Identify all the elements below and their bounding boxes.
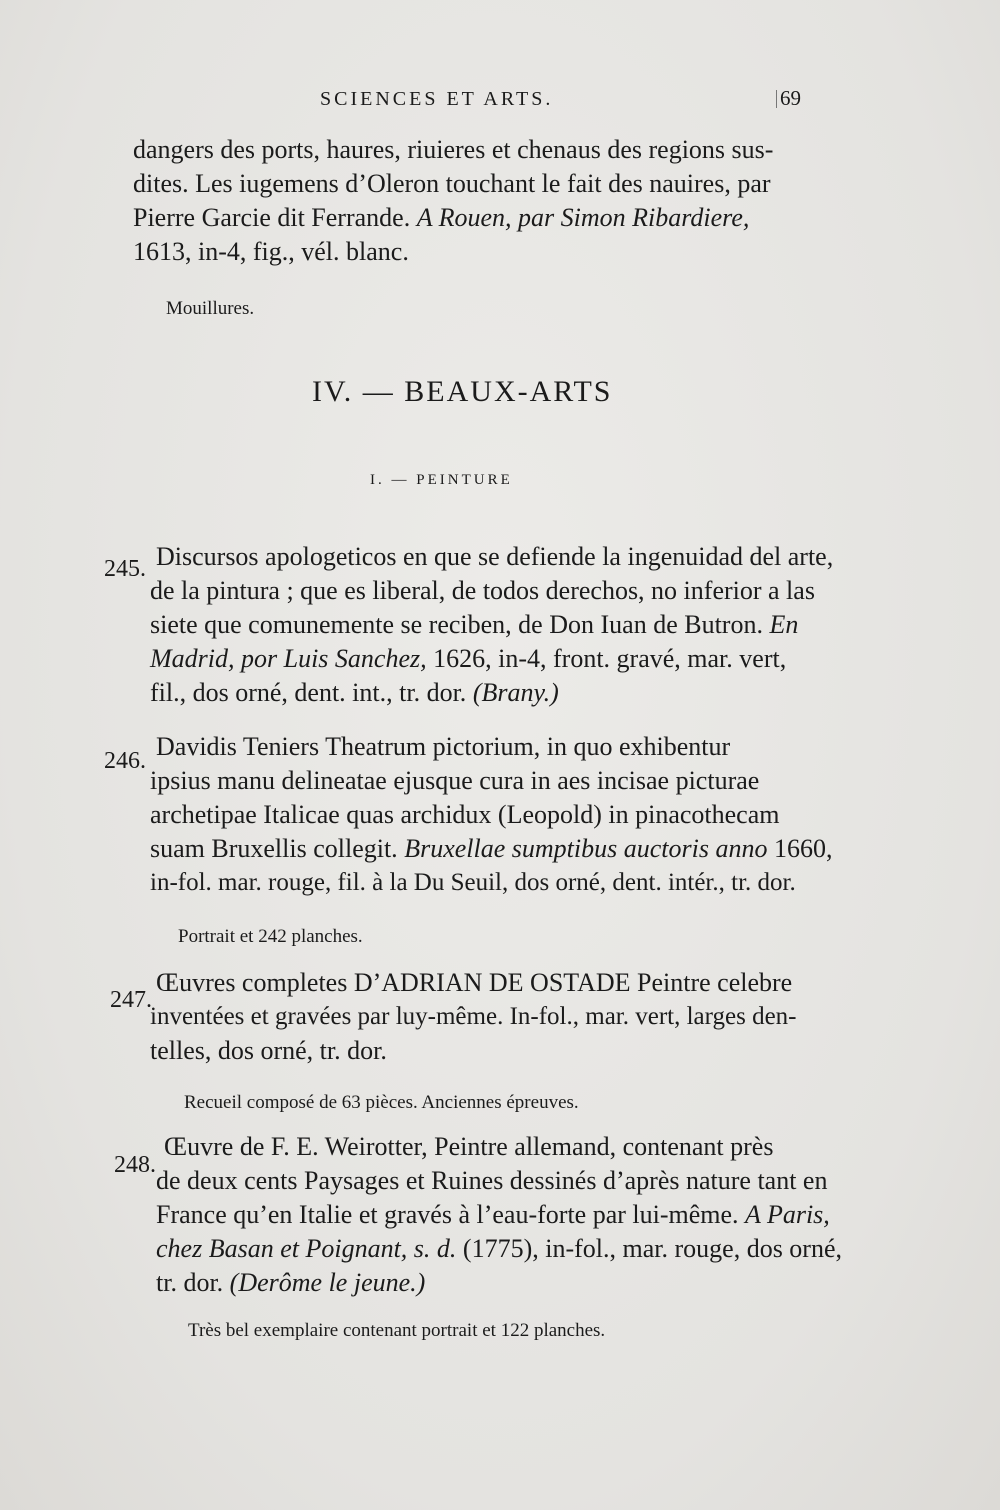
entry-note: Très bel exemplaire contenant portrait et 122 planches.: [188, 1320, 606, 1341]
entry-line: inventées et gravées par luy-même. In-fol., mar. vert, larges den-: [150, 1003, 797, 1030]
entry-line: [150, 642, 820, 676]
entry-number: 247.: [110, 987, 152, 1013]
entry-line: ipsius manu delineatae ejusque cura in aes incisae picturae: [150, 766, 760, 795]
entry-line: Œuvres completes D’ADRIAN DE OSTADE Peintre celebre: [156, 968, 793, 997]
intro-line: dangers des ports, haures, riuieres et chenaus des regions sus-: [133, 135, 774, 164]
running-head-title: SCIENCES ET ARTS.: [320, 88, 554, 110]
section-title: IV. — BEAUX-ARTS: [312, 375, 613, 408]
entry-imprint: Bruxellae sumptibus auctoris anno: [404, 834, 768, 863]
entry-number: 248.: [114, 1152, 156, 1178]
entry-line: de la pintura ; que es liberal, de todos derechos, no inferior a las: [150, 576, 815, 605]
running-head-divider: [776, 90, 777, 108]
entry-note: Portrait et 242 planches.: [178, 926, 363, 947]
entry-line-text: 1660,: [773, 834, 833, 863]
page-number: 69: [780, 86, 801, 110]
entry-binder: (Derôme le jeune.): [229, 1268, 426, 1297]
entry-line-text: France qu’en Italie et gravés à l’eau-forte par lui-même.: [156, 1200, 739, 1229]
intro-line: 1613, in-4, fig., vél. blanc.: [133, 237, 409, 266]
entry-246: [150, 730, 833, 900]
intro-line: dites. Les iugemens d’Oleron touchant le fait des nauires, par: [133, 169, 771, 198]
section-subtitle: I. — PEINTURE: [370, 472, 513, 488]
entry-line: [150, 832, 833, 866]
entry-imprint: En: [769, 610, 799, 639]
entry-line: de deux cents Paysages et Ruines dessinés d’après nature tant en: [156, 1166, 828, 1195]
entry-line: [156, 1266, 832, 1300]
entry-line-text: 1626, in-4, front. gravé, mar. vert,: [433, 644, 787, 673]
entry-245: [150, 540, 834, 710]
entry-line: [156, 1198, 832, 1232]
intro-imprint: A Rouen, par Simon Ribardiere,: [416, 203, 750, 232]
entry-line-text: tr. dor.: [156, 1268, 224, 1297]
entry-number: 245.: [104, 556, 146, 582]
entry-248: [156, 1130, 843, 1300]
entry-imprint: chez Basan et Poignant, s. d.: [156, 1234, 457, 1263]
entry-line: archetipae Italicae quas archidux (Leopold) in pinacothecam: [150, 800, 780, 829]
entry-imprint: A Paris,: [745, 1200, 830, 1229]
entry-line-text: suam Bruxellis collegit.: [150, 834, 398, 863]
intro-note: Mouillures.: [166, 298, 255, 319]
intro-line-text: Pierre Garcie dit Ferrande.: [133, 203, 411, 232]
entry-binder: (Brany.): [472, 678, 559, 707]
entry-line: [150, 676, 820, 710]
entry-line-text: fil., dos orné, dent. int., tr. dor.: [150, 678, 467, 707]
entry-line: in-fol. mar. rouge, fil. à la Du Seuil, dos orné, dent. intér., tr. dor.: [150, 869, 796, 896]
entry-line-text: (1775), in-fol., mar. rouge, dos orné,: [462, 1234, 843, 1263]
entry-line: [156, 1232, 843, 1266]
entry-247: [150, 966, 826, 1068]
entry-line: Œuvre de F. E. Weirotter, Peintre allemand, contenant près: [164, 1132, 774, 1161]
entry-imprint: Madrid, por Luis Sanchez,: [150, 644, 427, 673]
entry-line: Davidis Teniers Theatrum pictorium, in quo exhibentur: [156, 732, 731, 761]
entry-line: [150, 608, 820, 642]
entry-note: Recueil composé de 63 pièces. Anciennes épreuves.: [184, 1092, 579, 1113]
entry-line: telles, dos orné, tr. dor.: [150, 1036, 387, 1065]
intro-line: [133, 201, 813, 235]
entry-number: 246.: [104, 748, 146, 774]
intro-paragraph: [133, 133, 813, 269]
entry-line: Discursos apologeticos en que se defiende la ingenuidad del arte,: [156, 542, 834, 571]
entry-line-text: siete que comunemente se reciben, de Don Iuan de Butron.: [150, 610, 763, 639]
